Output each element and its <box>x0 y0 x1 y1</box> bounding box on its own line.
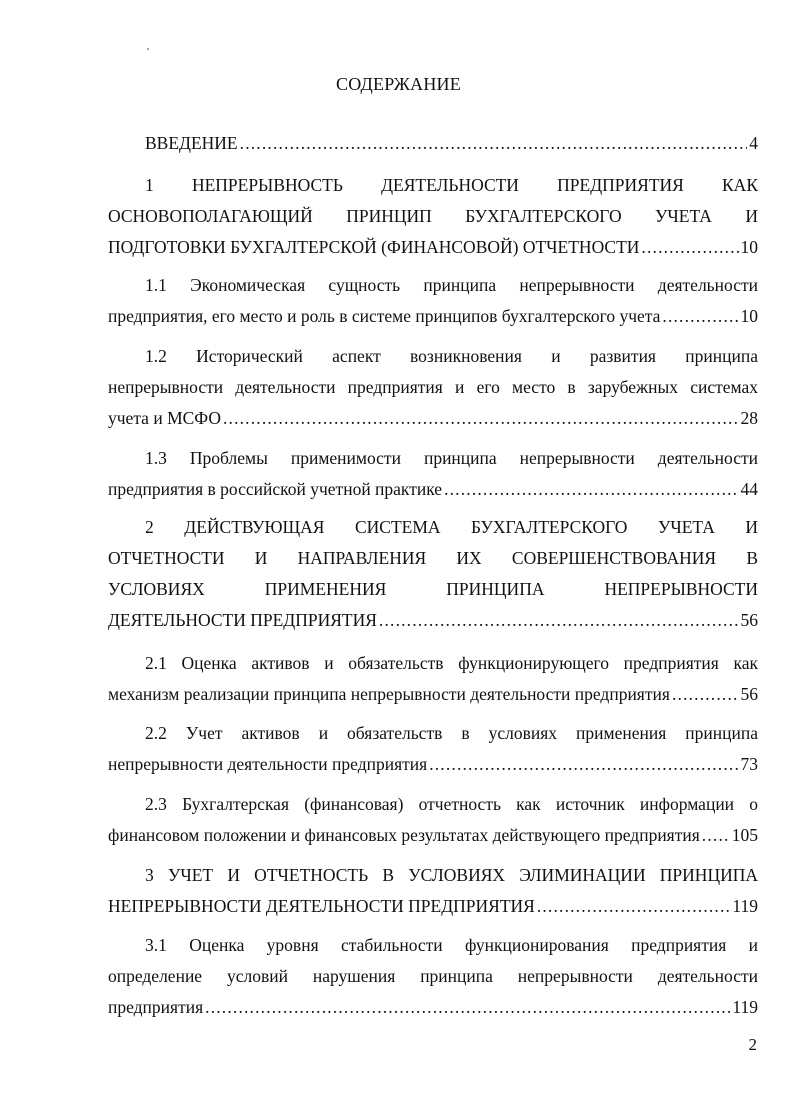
toc-entry-line: 3 УЧЕТ И ОТЧЕТНОСТЬ В УСЛОВИЯХ ЭЛИМИНАЦИИ ПРИНЦИПА <box>145 865 758 885</box>
toc-entry-text: предприятия, его место и роль в системе принципов бухгалтерского учета <box>108 306 661 326</box>
toc-entry-line: УСЛОВИЯХ ПРИМЕНЕНИЯ ПРИНЦИПА НЕПРЕРЫВНОСТИ <box>108 579 758 599</box>
toc-page-number: 119 <box>732 997 758 1017</box>
toc-page-number: 28 <box>740 408 758 428</box>
toc-entry-text: механизм реализации принципа непрерывности деятельности предприятия <box>108 684 670 704</box>
toc-entry-last-line <box>108 749 758 780</box>
scan-speck <box>147 48 149 50</box>
toc-entry <box>108 718 758 780</box>
toc-entry-line: 1.2 Исторический аспект возникновения и развития принципа <box>145 346 758 366</box>
toc-entry-last-line <box>108 992 758 1023</box>
page-title: СОДЕРЖАНИЕ <box>336 74 461 94</box>
toc-entry <box>108 512 758 636</box>
toc-page-number: 56 <box>740 684 758 704</box>
dot-leader <box>240 128 748 159</box>
toc-page-number: 10 <box>740 237 758 257</box>
toc-entry-text: непрерывности деятельности предприятия <box>108 754 428 774</box>
toc-entry-last-line <box>108 128 758 159</box>
toc-entry-line: определение условий нарушения принципа непрерывности деятельности <box>108 966 758 986</box>
toc-entry-line: 1 НЕПРЕРЫВНОСТЬ ДЕЯТЕЛЬНОСТИ ПРЕДПРИЯТИЯ КАК <box>145 175 758 195</box>
toc-entry-text: финансовом положении и финансовых результатах действующего предприятия <box>108 825 700 845</box>
dot-leader <box>662 301 738 332</box>
toc-entry <box>108 930 758 1023</box>
toc-page-number: 44 <box>740 479 758 499</box>
dot-leader <box>223 403 739 434</box>
toc-entry-text: предприятия <box>108 997 204 1017</box>
dot-leader <box>379 605 739 636</box>
toc-page-number: 10 <box>740 306 758 326</box>
toc-entry <box>108 341 758 434</box>
toc-entry-text: ПОДГОТОВКИ БУХГАЛТЕРСКОЙ (ФИНАНСОВОЙ) ОТЧЕТНОСТИ <box>108 237 640 257</box>
dot-leader <box>641 232 738 263</box>
toc-entry-line: 1.3 Проблемы применимости принципа непрерывности деятельности <box>145 448 758 468</box>
toc-entry-line: 2 ДЕЙСТВУЮЩАЯ СИСТЕМА БУХГАЛТЕРСКОГО УЧЕТА И <box>145 517 758 537</box>
toc-entry <box>108 648 758 710</box>
toc-entry-text: ДЕЯТЕЛЬНОСТИ ПРЕДПРИЯТИЯ <box>108 610 377 630</box>
toc-entry <box>108 789 758 851</box>
toc-entry-last-line <box>108 403 758 434</box>
toc-entry-last-line <box>108 605 758 636</box>
dot-leader <box>672 679 739 710</box>
toc-entry-line: ОТЧЕТНОСТИ И НАПРАВЛЕНИЯ ИХ СОВЕРШЕНСТВОВАНИЯ В <box>108 548 758 568</box>
page-number: 2 <box>748 1035 757 1054</box>
toc-entry-last-line <box>108 820 758 851</box>
dot-leader <box>205 992 730 1023</box>
toc-page-number: 119 <box>732 896 758 916</box>
toc-entry-text: предприятия в российской учетной практике <box>108 479 443 499</box>
toc-entry-last-line <box>108 679 758 710</box>
toc-entry <box>108 270 758 332</box>
dot-leader <box>444 474 738 505</box>
toc-entry-line: 2.2 Учет активов и обязательств в условиях применения принципа <box>145 723 758 743</box>
toc-entry-text: ВВЕДЕНИЕ <box>145 133 238 153</box>
toc-entry <box>108 128 758 159</box>
toc-page-number: 56 <box>740 610 758 630</box>
toc-page-number: 73 <box>740 754 758 774</box>
toc-page-number: 105 <box>731 825 758 845</box>
toc-entry <box>108 170 758 263</box>
dot-leader <box>429 749 738 780</box>
toc-entry-line: 3.1 Оценка уровня стабильности функционирования предприятия и <box>145 935 758 955</box>
toc-entry <box>108 860 758 922</box>
toc-entry-last-line <box>108 474 758 505</box>
dot-leader <box>537 891 731 922</box>
toc-entry-text: учета и МСФО <box>108 408 221 428</box>
toc-entry-last-line <box>108 301 758 332</box>
toc-entry-line: ОСНОВОПОЛАГАЮЩИЙ ПРИНЦИП БУХГАЛТЕРСКОГО УЧЕТА И <box>108 206 758 226</box>
toc-entry-line: 2.1 Оценка активов и обязательств функционирующего предприятия как <box>145 653 758 673</box>
dot-leader <box>702 820 730 851</box>
toc-entry-line: непрерывности деятельности предприятия и его место в зарубежных системах <box>108 377 758 397</box>
toc-entry-last-line <box>108 232 758 263</box>
toc-entry-last-line <box>108 891 758 922</box>
toc-page-number: 4 <box>749 133 758 153</box>
toc-entry-text: НЕПРЕРЫВНОСТИ ДЕЯТЕЛЬНОСТИ ПРЕДПРИЯТИЯ <box>108 896 535 916</box>
toc-entry <box>108 443 758 505</box>
toc-entry-line: 2.3 Бухгалтерская (финансовая) отчетность как источник информации о <box>145 794 758 814</box>
toc-entry-line: 1.1 Экономическая сущность принципа непрерывности деятельности <box>145 275 758 295</box>
